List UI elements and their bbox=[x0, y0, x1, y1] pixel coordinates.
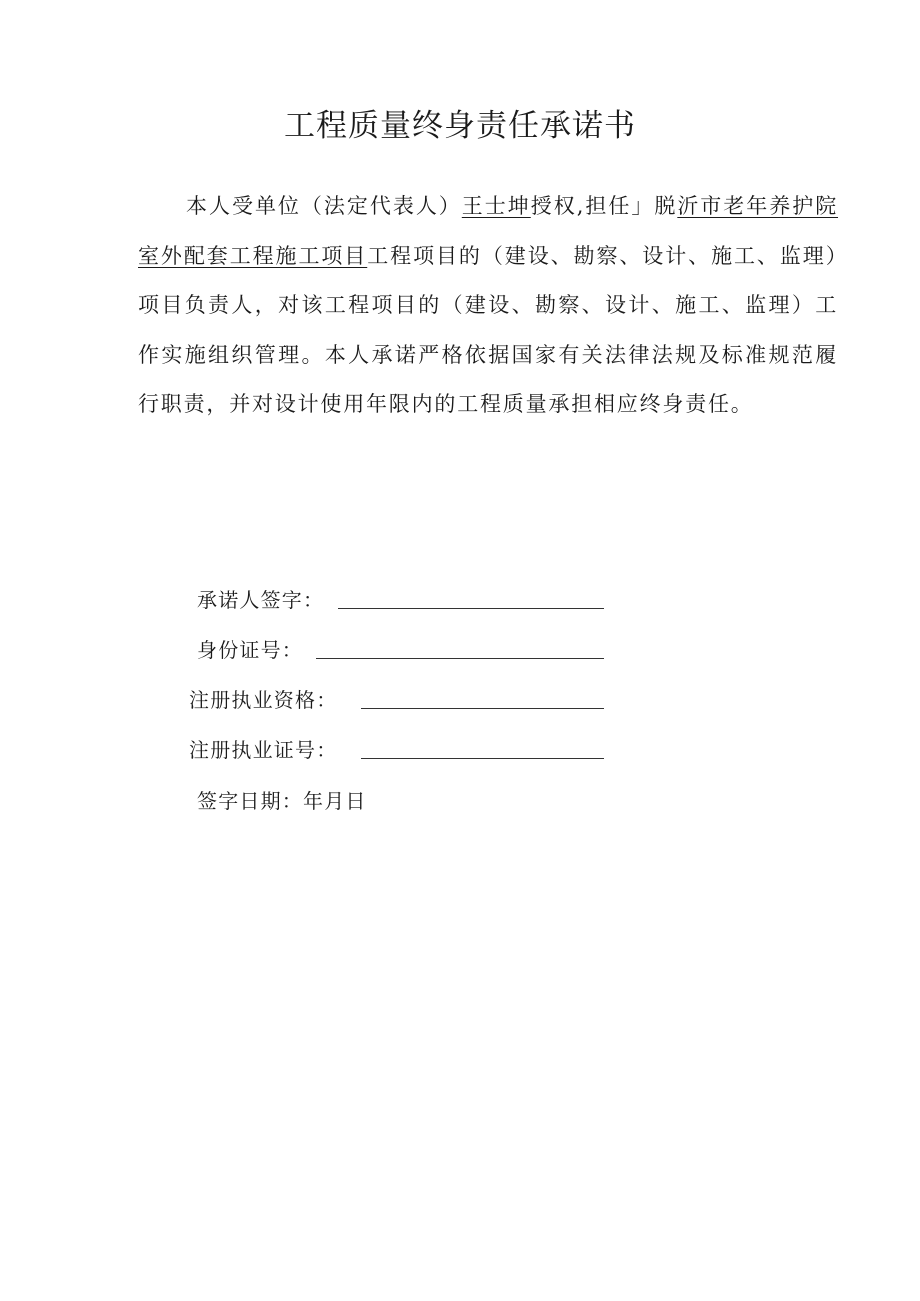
registered-cert-number-line[interactable] bbox=[361, 758, 604, 759]
signer-signature-label: 承诺人签字： bbox=[197, 588, 325, 612]
registered-qualification-line[interactable] bbox=[361, 708, 604, 709]
paragraph-role: 授权,担任」脱 bbox=[530, 194, 678, 218]
registered-qualification-label: 注册执业资格： bbox=[189, 688, 338, 712]
registered-cert-number-label: 注册执业证号： bbox=[189, 738, 338, 762]
document-title: 工程质量终身责任承诺书 bbox=[284, 108, 636, 144]
paragraph-body: 工程项目的（建设、勘察、设计、施工、监理）项目负责人，对该工程项目的（建设、勘察、设计、施工、监理）工作实施组织管理。本人承诺严格依据国家有关法律法规及标准规范履行职责，并对设计使用年限内的工程质量承担相应终身责任。 bbox=[138, 243, 838, 416]
signing-date-label: 签字日期：年月日 bbox=[197, 789, 367, 813]
id-number-line[interactable] bbox=[316, 658, 604, 659]
project-name: 沂市老年养护院室外配套工程施工项目 bbox=[138, 194, 839, 268]
signer-signature-line[interactable] bbox=[338, 608, 604, 609]
commitment-paragraph bbox=[138, 182, 838, 430]
id-number-label: 身份证号： bbox=[197, 638, 303, 662]
authorized-person-name: 王士坤 bbox=[461, 194, 531, 218]
paragraph-intro: 本人受单位（法定代表人） bbox=[186, 194, 462, 218]
